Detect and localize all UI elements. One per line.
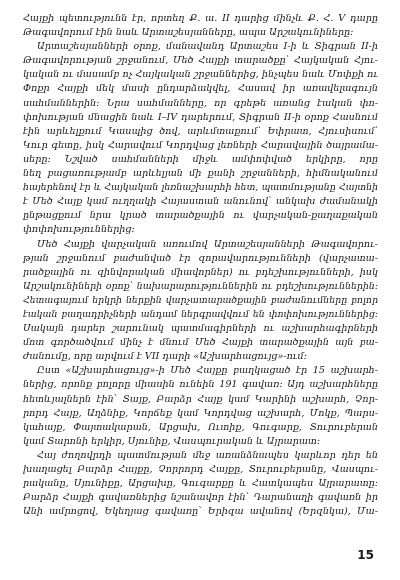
text-line: ժանումը, որը արվում է VII դարի «Աշխարհացույց»-ում: xyxy=(23,351,307,363)
text-line: Հայ ժողովրդի պատմության մեջ առանձնապես կարևոր դեր են xyxy=(37,449,378,461)
text-line: Մեծ Հայքի վարչական առումով Արտաշեսյանների Թագավորու- xyxy=(37,238,378,250)
text-line: մոտ գործածվում մինչ է մնում Մեծ Հայքի տարածքային այն բա- xyxy=(23,337,378,349)
text-line: նեղ բացառությամբ արևելյան մի քանի շրջանների, հիմնականում xyxy=(23,168,378,180)
text-line: Փոքր Հայքի մեկ մասի ընդարձակվել, Հասավ իր առավելագույն xyxy=(23,83,378,95)
body-text xyxy=(23,12,378,519)
text-line: ընթացքում նրա կրած տարածքային ու վարչական-քաղաքական xyxy=(23,210,378,222)
page-number: 15 xyxy=(357,548,374,562)
text-line: սահմաններին: Նրա սահմանները, որ գրեթե առանց էական փո- xyxy=(23,97,378,109)
text-line: Բարձր Հայքի գավառներից նշանավոր էին՝ Դարանաղի գավառն իր xyxy=(23,492,378,504)
text-line: րորդ Հայք, Աղձնիք, Կորճեք կամ Կորդվաց աշխարհ, Մոկք, Պարս- xyxy=(23,407,378,419)
text-line: Հետագայում երկրի ներքին վարչատարածքային բաժանումները բոլոր xyxy=(23,294,378,306)
text-line: րականը, Սյունիքը, Արցախը, Գուգարքը և Հատկապես Այրարատը: xyxy=(23,478,378,490)
text-line: Անի ամրոցով, Եկեղյաց գավառը՝ Երիզա ավանով (Երզնկա), Մա- xyxy=(23,506,378,518)
text-line: էին արևելքում Կասպից ծով, արևմտաքում՝ Եփրատ, Հյուսիսում՝ xyxy=(23,125,378,137)
text-line: ներից, որոնք բոլորը միասին ունեին 191 գավառ: Այդ աշխարհները xyxy=(23,379,378,391)
text-line: Թագավորության շրջանում, Մեծ Հայքի տարածքը՝ Հայկական Հյու- xyxy=(23,55,378,67)
text-line: կամ Տարոնի երկիր, Սյունիք, Վասպուրական և Այրարատ: xyxy=(23,435,321,447)
text-line: Ըստ «Աշխարհացույց»-ի Մեծ Հայքը բաղկացած էր 15 աշխարհ- xyxy=(37,365,378,377)
text-line: փոփոխություններից: xyxy=(23,224,135,236)
text-line: է Մեծ Հայք կամ ուղղակի Հայաստան անունով՝ անկախ ժամանակի xyxy=(23,196,378,208)
text-line: Սակայն դարեր շարունակ պատմագիրների ու աշխարհագիրների xyxy=(23,323,378,335)
text-line: հետևյալներն էին՝ Տայք, Բարձր Հայք կամ Կարինի աշխարհ, Չոր- xyxy=(23,393,378,405)
text-line: րածքային ու զինվորական միավորներ) ու բդեշխությունների, իսկ xyxy=(23,266,378,278)
text-line: Արշակունիների օրոք՝ նախարարություններին ու բդեշխություններին: xyxy=(23,280,378,292)
text-line: Արտաշեսյանների օրոք, մանավանդ Արտաշես I-ի և Տիգրան II-ի xyxy=(37,41,378,53)
text-line: Հայքի պետությունն էր, որտեղ Ք. ա. II դարից մինչև Ք. Հ. V դարը xyxy=(23,13,378,24)
text-line: կահայք, Փայտակարան, Արցախ, Ուտիք, Գուգարք, Տուրուբերան xyxy=(23,421,378,433)
text-line: հայերենով էր և Հայկական լեռնաշխարհի հետ, պատմությանը Հայտնի xyxy=(23,182,378,194)
text-line: սերը: Նշված սահմանների միջև ամփոփված երկիրը, որը xyxy=(23,153,378,165)
text-line: Թագավորում էին նաև Արտաշեսյանները, ապա Արշակունիները: xyxy=(23,27,354,39)
text-line: թյան շրջանում բաժանված էր զորավարությունների (վարչատա- xyxy=(23,252,378,264)
text-line: կական ու մասամբ ոչ Հայկական շրջաններից, ինչպես նաև Մոփքի ու xyxy=(23,69,378,81)
text-line: էական բաղադրիչների անդամ ներգրավվում են փոփոխություններից: xyxy=(23,308,378,320)
text-line: խաղացել Բարձր Հայքը, Չորրորդ Հայքը, Տուրուբերանը, Վասպու- xyxy=(23,464,378,475)
text-line: Կուր գետը, իսկ Հարավում Կորդվաց լեռների Հարավային ծայրամա- xyxy=(23,139,378,151)
text-line: փոխության մնացին նաև I–IV դարերում, Տիգրան II-ի օրոք Հասնում xyxy=(23,111,378,123)
